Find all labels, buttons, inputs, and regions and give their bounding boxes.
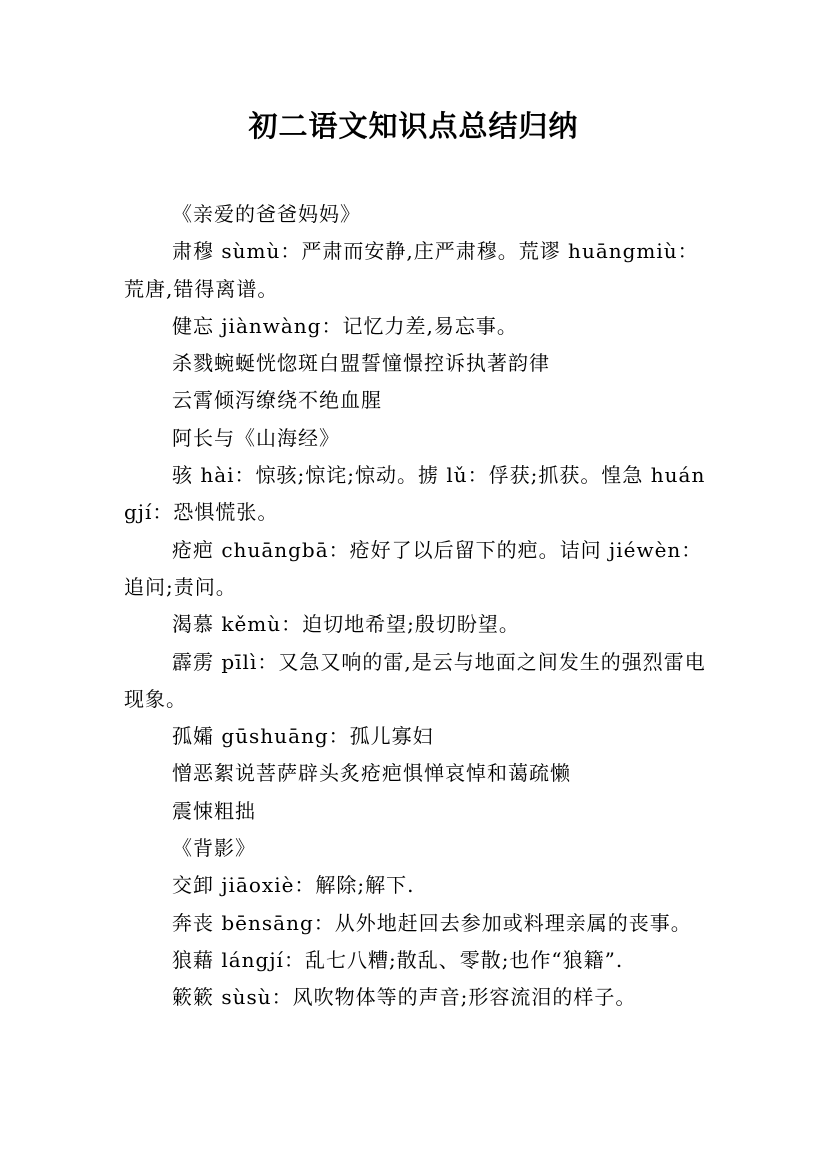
section-heading: 《背影》	[172, 836, 256, 861]
vocab-paragraph: 疮疤 chuāngbā：疮好了以后留下的疤。诘问 jiéwèn：追问;责问。	[124, 537, 703, 599]
vocab-paragraph: 狼藉 lángjí：乱七八糟;散乱、零散;也作“狼籍”.	[172, 947, 624, 972]
document-body	[124, 196, 712, 1017]
word-list: 震悚粗拙	[172, 798, 256, 823]
page-title: 初二语文知识点总结归纳	[248, 109, 579, 143]
vocab-paragraph: 渴慕 kěmù：迫切地希望;殷切盼望。	[172, 612, 520, 637]
vocab-paragraph: 健忘 jiànwàng：记忆力差,易忘事。	[172, 313, 518, 338]
word-list: 杀戮蜿蜒恍惚斑白盟誓憧憬控诉执著韵律	[172, 351, 550, 376]
word-list: 憎恶絮说菩萨辟头炙疮疤惧惮哀悼和蔼疏懒	[172, 761, 571, 786]
section-heading: 阿长与《山海经》	[172, 425, 340, 450]
vocab-paragraph: 骇 hài：惊骇;惊诧;惊动。掳 lǔ：俘获;抓获。惶急 huángjí：恐惧慌张。	[124, 463, 706, 525]
vocab-paragraph: 孤孀 gūshuāng：孤儿寡妇	[172, 724, 434, 749]
section-heading: 《亲爱的爸爸妈妈》	[172, 202, 361, 226]
vocab-paragraph: 簌簌 sùsù：风吹物体等的声音;形容流泪的样子。	[172, 985, 637, 1010]
vocab-paragraph: 交卸 jiāoxiè：解除;解下.	[172, 873, 415, 898]
word-list: 云霄倾泻缭绕不绝血腥	[172, 388, 382, 413]
vocab-paragraph: 奔丧 bēnsāng：从外地赶回去参加或料理亲属的丧事。	[172, 910, 692, 935]
vocab-paragraph: 肃穆 sùmù：严肃而安静,庄严肃穆。荒谬 huāngmiù：荒唐,错得离谱。	[124, 239, 699, 301]
vocab-paragraph: 霹雳 pīlì：又急又响的雷,是云与地面之间发生的强烈雷电现象。	[124, 649, 706, 711]
